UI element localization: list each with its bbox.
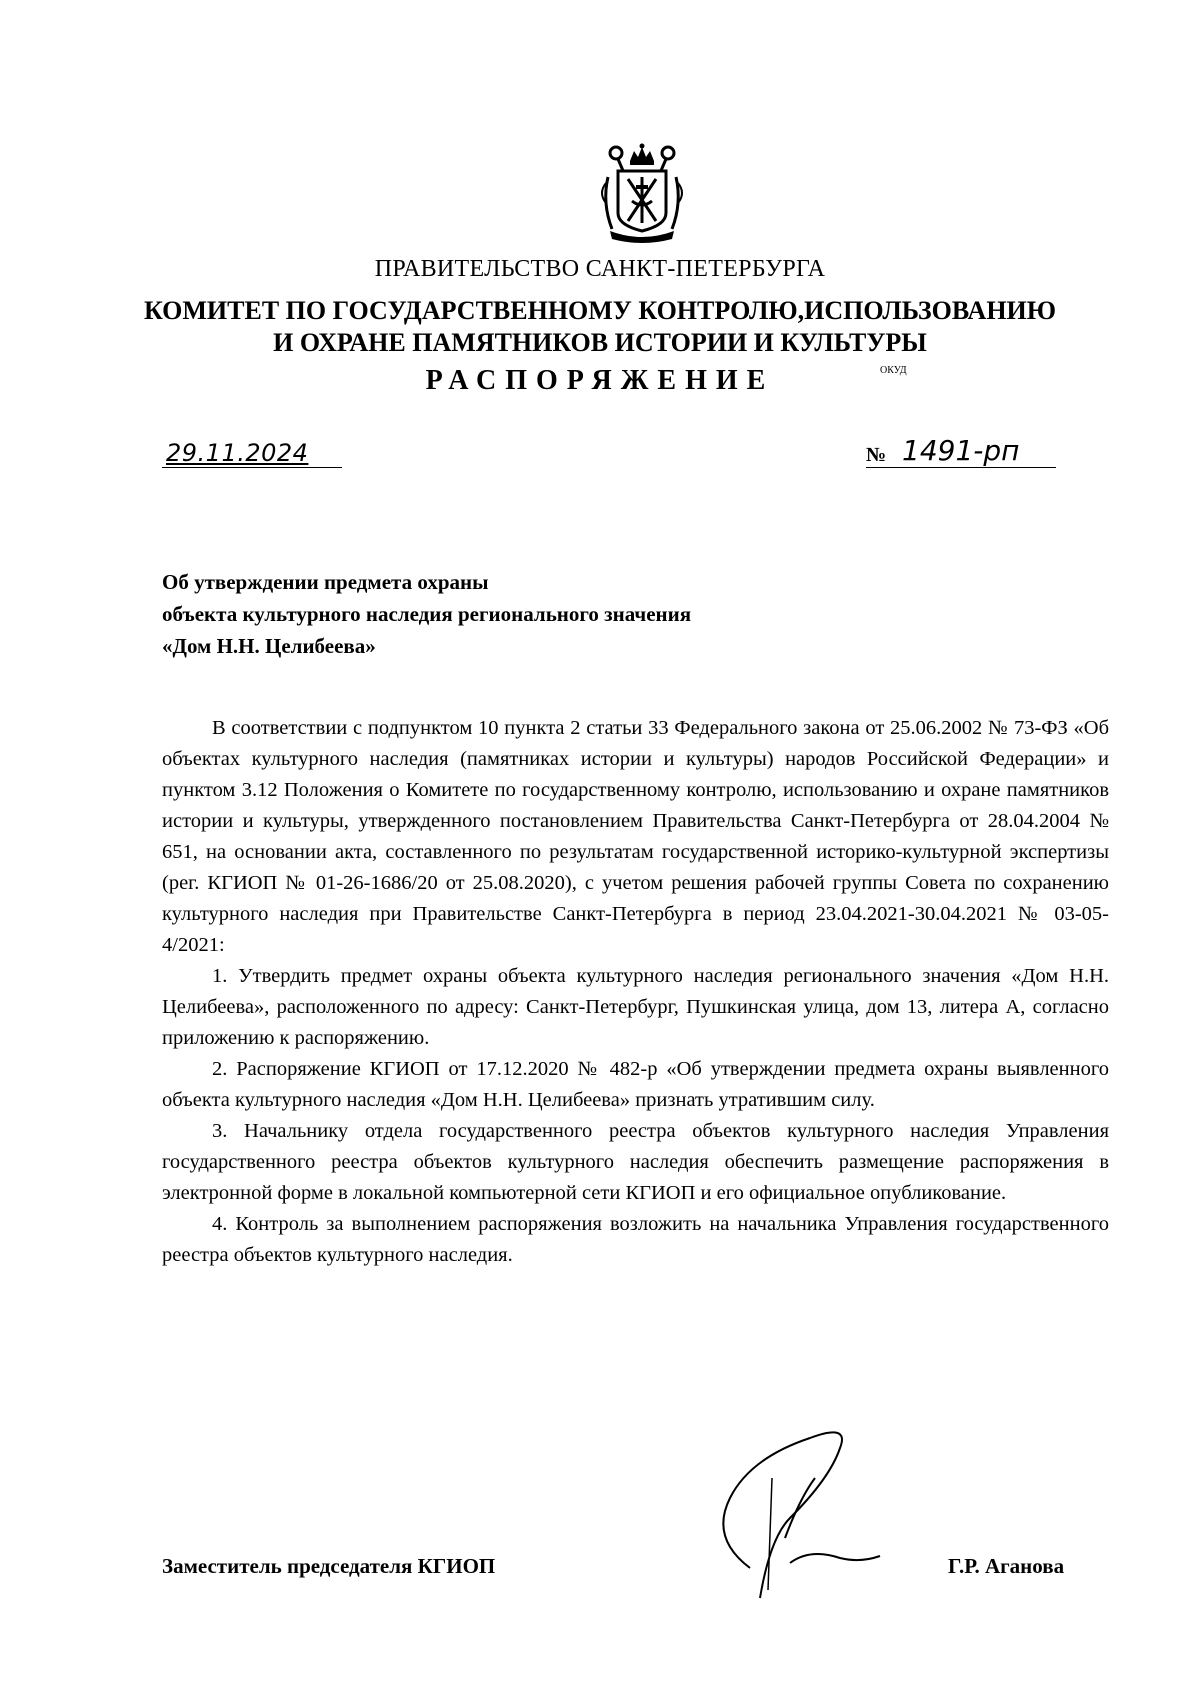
number-sign: № (866, 444, 887, 466)
subject-line3: «Дом Н.Н. Целибеева» (162, 634, 376, 658)
signatory-name: Г.Р. Аганова (948, 1554, 1065, 1578)
coat-of-arms-icon (596, 143, 688, 245)
handwritten-signature (690, 1418, 900, 1608)
subject-line2: объекта культурного наследия регионального значения (162, 602, 692, 626)
signatory-position: Заместитель председателя КГИОП (162, 1554, 496, 1578)
item-paragraph-2: 2. Распоряжение КГИОП от 17.12.2020 № 482-р «Об утверждении предмета охраны выявленного объекта культурного наследия «Дом Н.Н. Целибеева» признать утратившим силу. (162, 1058, 1109, 1111)
item-paragraph-3: 3. Начальнику отдела государственного реестра объектов культурного наследия Управления государственного реестра объектов культурного наследия обеспечить размещение распоряжения в электронной форме в локальной компьютерной сети КГИОП и его официальное опубликование. (162, 1120, 1109, 1204)
committee-title-line2: И ОХРАНЕ ПАМЯТНИКОВ ИСТОРИИ И КУЛЬТУРЫ (273, 328, 927, 357)
item-paragraph-4: 4. Контроль за выполнением распоряжения возложить на начальника Управления государственного реестра объектов культурного наследия. (162, 1213, 1109, 1266)
document-date: 29.11.2024 (166, 439, 309, 467)
document-subject (162, 566, 1062, 662)
committee-title-line1: КОМИТЕТ ПО ГОСУДАРСТВЕННОМУ КОНТРОЛЮ,ИСПОЛЬЗОВАНИЮ (143, 296, 1057, 325)
item-paragraph-1: 1. Утвердить предмет охраны объекта культурного наследия регионального значения «Дом Н.Н. Целибеева», расположенного по адресу: Санкт-Петербург, Пушкинская улица, дом 13, литера А, согласно приложению к распоряжению. (162, 965, 1109, 1049)
date-field (162, 433, 342, 468)
document-number: 1491-рп (902, 434, 1020, 467)
number-field (866, 433, 1056, 468)
committee-title (0, 295, 1200, 359)
document-type-title: РАСПОРЯЖЕНИЕ (425, 365, 775, 396)
government-title: ПРАВИТЕЛЬСТВО САНКТ-ПЕТЕРБУРГА (374, 256, 826, 282)
okud-label: ОКУД (880, 365, 907, 376)
subject-line1: Об утверждении предмета охраны (162, 570, 489, 594)
preamble-paragraph: В соответствии с подпунктом 10 пункта 2 статьи 33 Федерального закона от 25.06.2002 № 73-ФЗ «Об объектах культурного наследия (памятниках истории и культуры) народов Российской Федерации» и пунктом 3.12 Положения о Комитете по государственному контролю, использованию и охране памятников истории и культуры, утвержденного постановлением Правительства Санкт-Петербурга от 28.04.2004 № 651, на основании акта, составленного по результатам государственной историко-культурной экспертизы (рег. КГИОП № 01-26-1686/20 от 25.08.2020), с учетом решения рабочей группы Совета по сохранению культурного наследия при Правительстве Санкт-Петербурга в период 23.04.2021-30.04.2021 № 03-05-4/2021: (162, 717, 1109, 956)
document-body (162, 713, 1109, 1271)
